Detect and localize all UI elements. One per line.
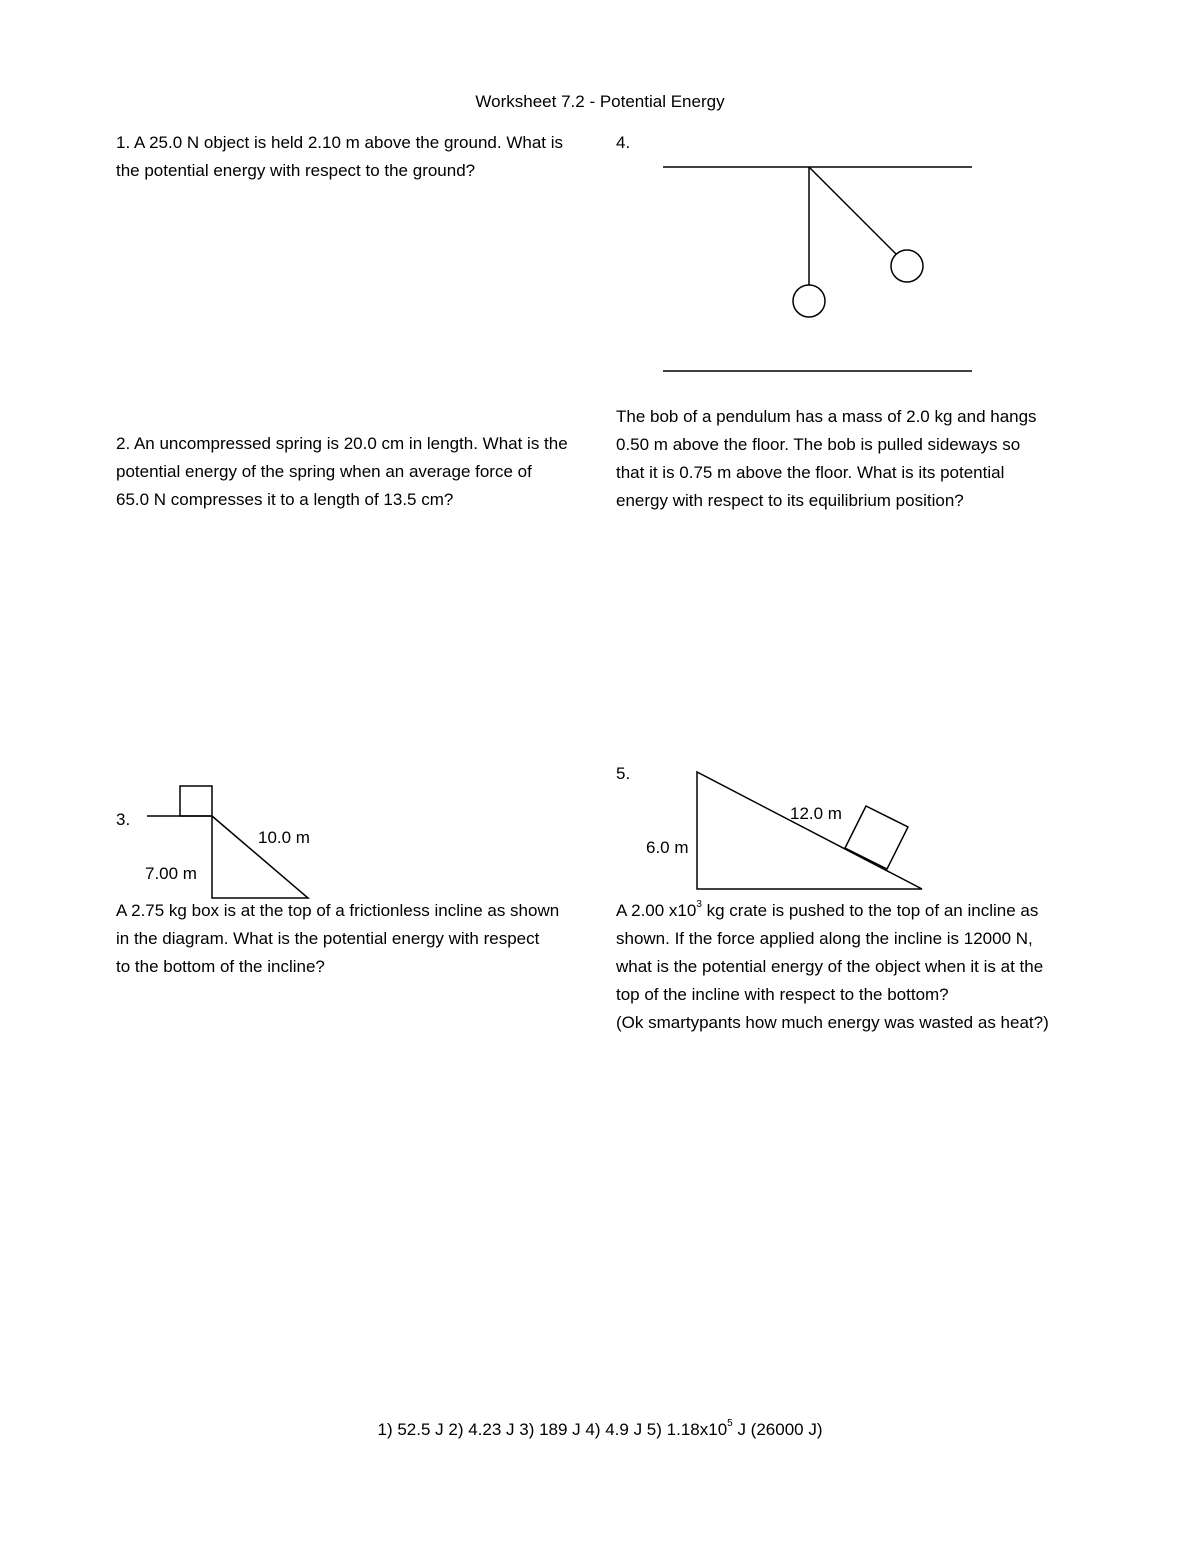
question-4-line: energy with respect to its equilibrium position? bbox=[616, 491, 964, 510]
question-4-line: The bob of a pendulum has a mass of 2.0 kg and hangs bbox=[616, 407, 1037, 426]
question-5 bbox=[616, 897, 1096, 1037]
incline-triangle bbox=[697, 772, 922, 889]
question-3-line: A 2.75 kg box is at the top of a frictionless incline as shown bbox=[116, 901, 560, 920]
question-2-line: potential energy of the spring when an average force of bbox=[116, 462, 532, 481]
answer-key bbox=[0, 1416, 1200, 1444]
slope-length-label: 12.0 m bbox=[790, 804, 842, 823]
question-2-line: 2. An uncompressed spring is 20.0 cm in length. What is the bbox=[116, 434, 568, 453]
worksheet-title: Worksheet 7.2 - Potential Energy bbox=[475, 92, 725, 111]
question-5-line-1 bbox=[616, 897, 1096, 925]
crate-shape bbox=[845, 806, 908, 869]
question-3-line: in the diagram. What is the potential energy with respect bbox=[116, 929, 540, 948]
question-3-line: to the bottom of the incline? bbox=[116, 957, 325, 976]
question-5-line: (Ok smartypants how much energy was wasted as heat?) bbox=[616, 1013, 1049, 1032]
slope-length-label: 10.0 m bbox=[258, 828, 310, 847]
question-5-line: what is the potential energy of the object when it is at the bbox=[616, 957, 1044, 976]
question-5-line: shown. If the force applied along the incline is 12000 N, bbox=[616, 929, 1033, 948]
question-2-line: 65.0 N compresses it to a length of 13.5 cm? bbox=[116, 490, 454, 509]
answer-key-pre: 1) 52.5 J 2) 4.23 J 3) 189 J 4) 4.9 J 5) 1.18x10 bbox=[377, 1420, 728, 1439]
question-4-line: that it is 0.75 m above the floor. What is its potential bbox=[616, 463, 1005, 482]
question-5-pre: A 2.00 x10 bbox=[616, 901, 697, 920]
question-3-number: 3. bbox=[116, 810, 131, 829]
question-5-post: kg crate is pushed to the top of an incline as bbox=[701, 901, 1039, 920]
height-label: 6.0 m bbox=[646, 838, 689, 857]
question-1-line: the potential energy with respect to the ground? bbox=[116, 161, 476, 180]
question-1-line: 1. A 25.0 N object is held 2.10 m above the ground. What is bbox=[116, 133, 563, 152]
question-4-number: 4. bbox=[616, 133, 631, 152]
answer-key-post: J (26000 J) bbox=[732, 1420, 823, 1439]
height-label: 7.00 m bbox=[145, 864, 197, 883]
question-5-line: top of the incline with respect to the bottom? bbox=[616, 985, 949, 1004]
question-4-line: 0.50 m above the floor. The bob is pulled sideways so bbox=[616, 435, 1021, 454]
question-5-number: 5. bbox=[616, 764, 631, 783]
question-5-exponent: 3 bbox=[696, 899, 702, 911]
answer-key-exponent: 5 bbox=[727, 1418, 733, 1430]
